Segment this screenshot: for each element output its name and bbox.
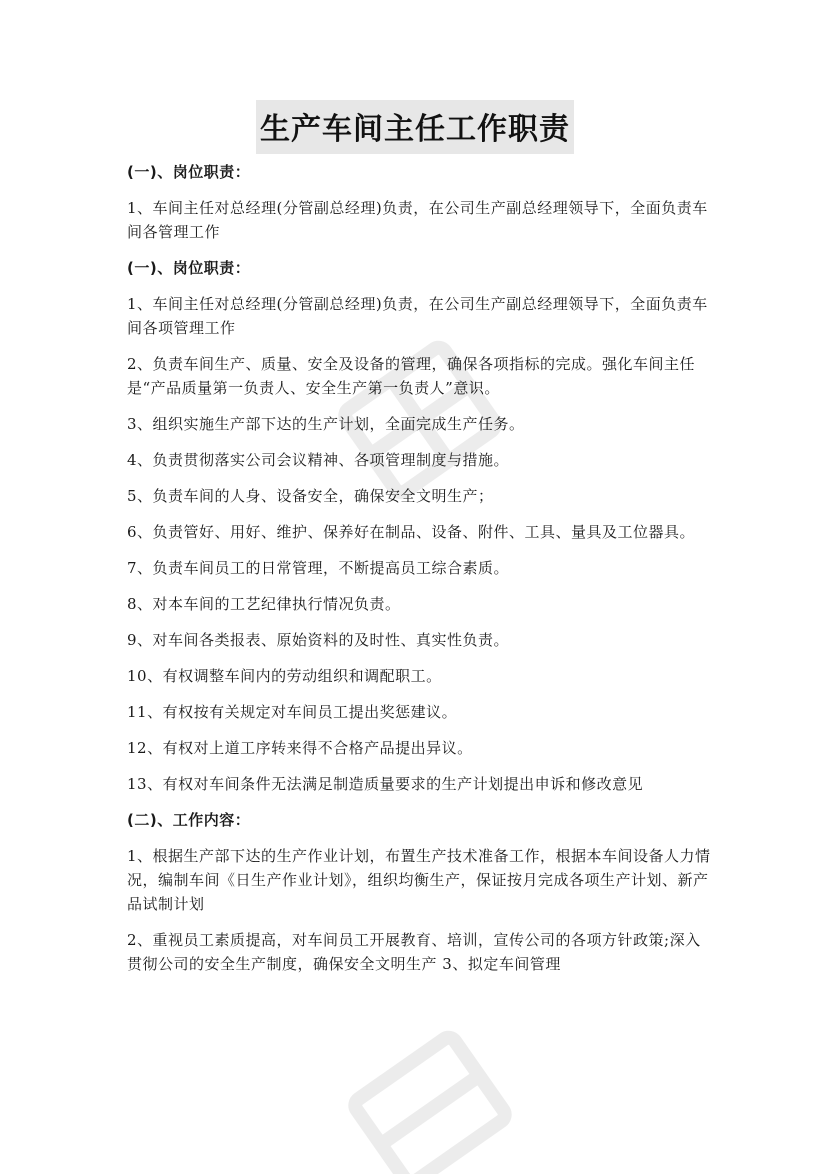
section-heading: (一)、岗位职责： <box>127 259 251 277</box>
page-title: 生产车间主任工作职责 <box>256 100 574 154</box>
document-body <box>127 160 712 988</box>
paragraph: 7、负责车间员工的日常管理，不断提高员工综合素质。 <box>127 559 510 577</box>
paragraph: 8、对本车间的工艺纪律执行情况负责。 <box>127 595 401 613</box>
paragraph: 12、有权对上道工序转来得不合格产品提出异议。 <box>127 739 473 757</box>
paragraph: 4、负责贯彻落实公司会议精神、各项管理制度与措施。 <box>127 451 510 469</box>
paragraph: 6、负责管好、用好、维护、保养好在制品、设备、附件、工具、量具及工位器具。 <box>127 523 696 541</box>
paragraph: 2、重视员工素质提高，对车间员工开展教育、培训，宣传公司的各项方针政策;深入贯彻公司的安全生产制度，确保安全文明生产 3、拟定车间管理 <box>127 931 701 973</box>
paragraph: 3、组织实施生产部下达的生产计划，全面完成生产任务。 <box>127 415 525 433</box>
paragraph: 1、根据生产部下达的生产作业计划，布置生产技术准备工作，根据本车间设备人力情况，编制车间《日生产作业计划》，组织均衡生产，保证按月完成各项生产计划、新产品试制计划 <box>127 847 711 913</box>
paragraph: 13、有权对车间条件无法满足制造质量要求的生产计划提出申诉和修改意见 <box>127 775 644 793</box>
section-heading: (二)、工作内容： <box>127 811 251 829</box>
section-heading: (一)、岗位职责： <box>127 163 251 181</box>
paragraph: 1、车间主任对总经理(分管副总经理)负责，在公司生产副总经理领导下，全面负责车间各项管理工作 <box>127 295 708 337</box>
paragraph: 5、负责车间的人身、设备安全，确保安全文明生产； <box>127 487 494 505</box>
paragraph: 2、负责车间生产、质量、安全及设备的管理，确保各项指标的完成。强化车间主任是“产品质量第一负责人、安全生产第一负责人”意识。 <box>127 355 696 397</box>
title-container <box>0 100 830 154</box>
paragraph: 9、对车间各类报表、原始资料的及时性、真实性负责。 <box>127 631 510 649</box>
paragraph: 1、车间主任对总经理(分管副总经理)负责，在公司生产副总经理领导下，全面负责车间各管理工作 <box>127 199 708 241</box>
paragraph: 10、有权调整车间内的劳动组织和调配职工。 <box>127 667 442 685</box>
paragraph: 11、有权按有关规定对车间员工提出奖惩建议。 <box>127 703 458 721</box>
